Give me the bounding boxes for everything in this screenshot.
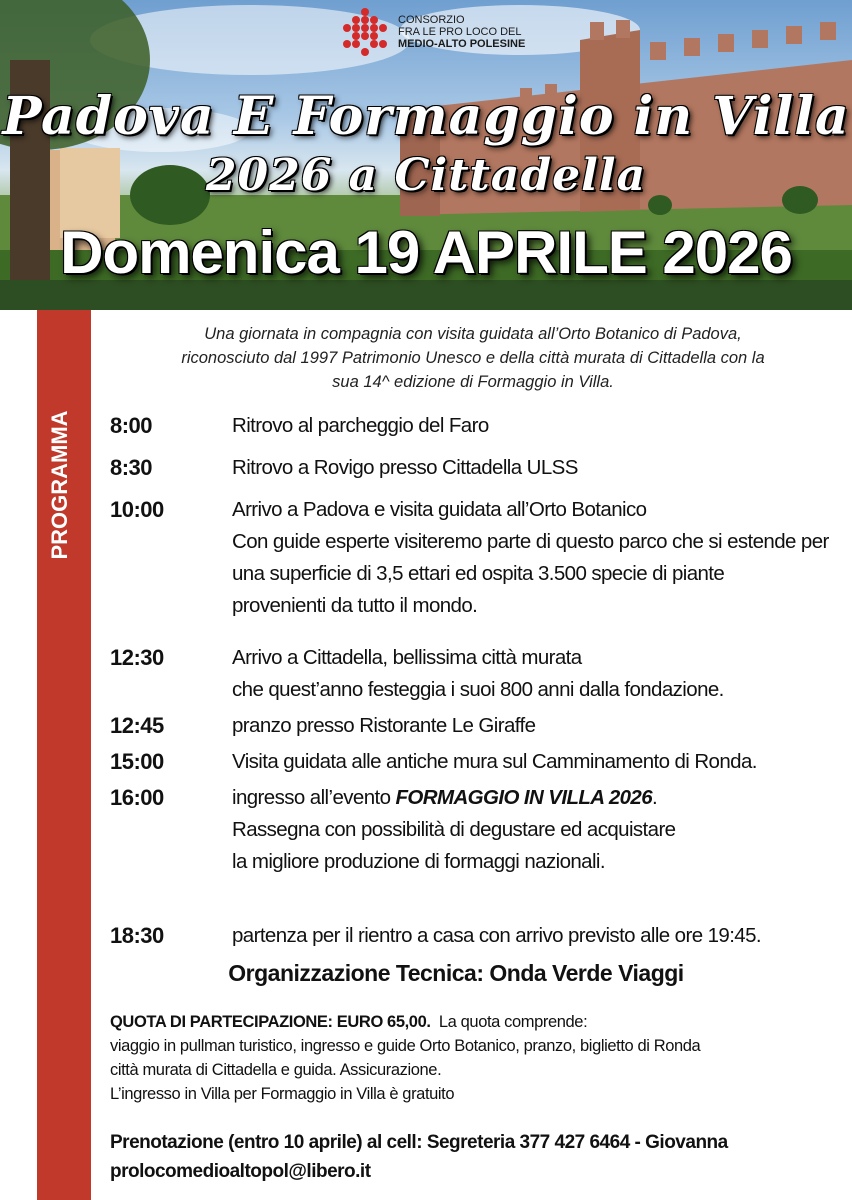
- booking-phone: Prenotazione (entro 10 aprile) al cell: Segreteria 377 427 6464 - Giovanna: [110, 1132, 728, 1153]
- intro-text: [108, 322, 838, 394]
- program-time: 16:00: [110, 785, 164, 810]
- event-date: Domenica 19 APRILE 2026: [60, 219, 792, 286]
- organizer-heading: Organizzazione Tecnica: Onda Verde Viaggi: [228, 960, 684, 986]
- intro-line-3: sua 14^ edizione di Formaggio in Villa.: [332, 373, 614, 391]
- program-description: [232, 746, 832, 778]
- program-time: 15:00: [110, 749, 164, 774]
- logo-line-3: MEDIO-ALTO POLESINE: [398, 38, 526, 50]
- program-line: [232, 782, 832, 814]
- quota-line-3: città murata di Cittadella e guida. Assicurazione.: [110, 1061, 442, 1079]
- program-line: Rassegna con possibilità di degustare ed acquistare: [232, 818, 676, 841]
- program-line: la migliore produzione di formaggi nazionali.: [232, 850, 605, 873]
- event-subtitle: 2026 a Cittadella: [205, 150, 647, 201]
- quota-line-2: viaggio in pullman turistico, ingresso e guide Orto Botanico, pranzo, biglietto di Ronda: [110, 1037, 701, 1055]
- program-time: 8:30: [110, 455, 153, 480]
- program-time: 18:30: [110, 923, 164, 948]
- program-line: Arrivo a Cittadella, bellissima città murata: [232, 646, 582, 669]
- quota-intro: La quota comprende:: [438, 1013, 588, 1031]
- program-description: [232, 782, 832, 878]
- quota-label: QUOTA DI PARTECIPAZIONE: EURO 65,00.: [110, 1013, 431, 1031]
- booking-email: prolocomedioaltopol@libero.it: [110, 1161, 371, 1182]
- program-time: 12:30: [110, 645, 164, 670]
- logo-text: [398, 14, 525, 50]
- quota-line-1: [110, 1010, 830, 1034]
- programma-label: PROGRAMMA: [47, 410, 72, 560]
- logo-line-2: FRA LE PRO LOCO DEL: [398, 26, 522, 38]
- program-line-suffix: .: [652, 786, 658, 809]
- program-line: Arrivo a Padova e visita guidata all’Orto Botanico: [232, 498, 647, 521]
- logo-line-1: CONSORZIO: [398, 14, 465, 26]
- intro-line-2: riconosciuto dal 1997 Patrimonio Unesco e della città murata di Cittadella con la: [181, 349, 765, 367]
- program-line: provenienti da tutto il mondo.: [232, 594, 478, 617]
- program-description: [232, 494, 832, 622]
- quota-line-4: L’ingresso in Villa per Formaggio in Villa è gratuito: [110, 1085, 455, 1103]
- program-time: 8:00: [110, 413, 153, 438]
- program-line: Ritrovo al parcheggio del Faro: [232, 414, 489, 437]
- event-name-emphasis: FORMAGGIO IN VILLA 2026: [395, 786, 653, 809]
- program-line: che quest’anno festeggia i suoi 800 anni dalla fondazione.: [232, 678, 724, 701]
- program-time: 12:45: [110, 713, 164, 738]
- booking-section: [110, 1128, 830, 1186]
- program-line: Ritrovo a Rovigo presso Cittadella ULSS: [232, 456, 578, 479]
- program-description: [232, 452, 832, 484]
- quota-section: [110, 1010, 830, 1106]
- program-description: [232, 920, 832, 952]
- program-line-prefix: ingresso all’evento: [232, 786, 396, 809]
- program-description: [232, 710, 832, 742]
- pro-loco-dots-logo-icon: [336, 6, 394, 64]
- program-line: pranzo presso Ristorante Le Giraffe: [232, 714, 536, 737]
- program-time: 10:00: [110, 497, 164, 522]
- consorzio-logo: [336, 6, 536, 58]
- program-line: Con guide esperte visiteremo parte di questo parco che si estende per: [232, 530, 829, 553]
- program-line: partenza per il rientro a casa con arrivo previsto alle ore 19:45.: [232, 924, 762, 947]
- program-description: [232, 410, 832, 442]
- program-description: [232, 642, 832, 706]
- event-title: Padova E Formaggio in Villa: [2, 86, 850, 147]
- program-line: Visita guidata alle antiche mura sul Camminamento di Ronda.: [232, 750, 757, 773]
- program-line: una superficie di 3,5 ettari ed ospita 3.500 specie di piante: [232, 562, 725, 585]
- header-photo: [0, 0, 852, 310]
- intro-line-1: Una giornata in compagnia con visita guidata all’Orto Botanico di Padova,: [204, 325, 742, 343]
